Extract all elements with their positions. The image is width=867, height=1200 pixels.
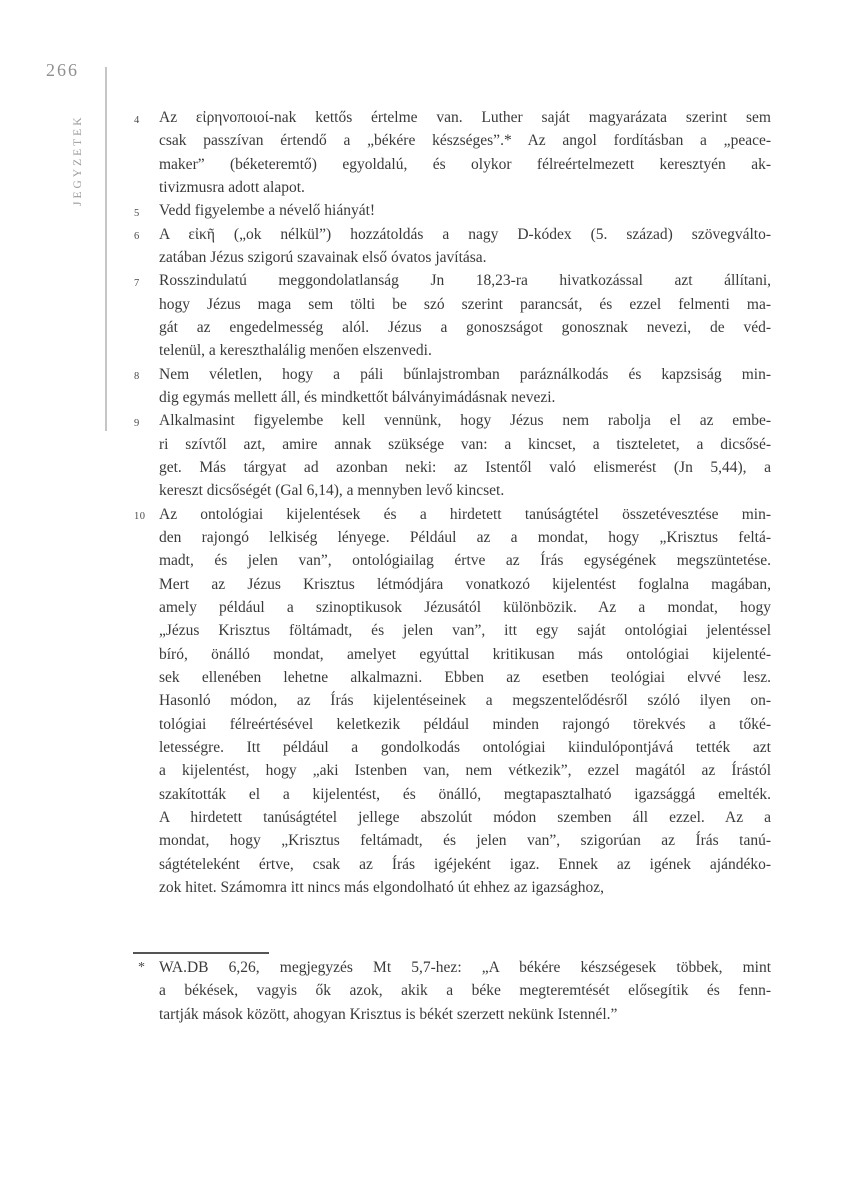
endnote-marker: 7 [134,277,140,289]
endnote-line: mondat, hogy „Krisztus feltámadt, és jelen van”, szigorúan az Írás tanú- [159,832,771,850]
endnote-line: szakították el a kijelentést, és önálló, megtapasztalható igazsággá emelték. [159,785,771,803]
endnote-line: den rajongó lelkiség lényege. Például az a mondat, hogy „Krisztus feltá- [159,528,771,546]
endnote-line: Mert az Jézus Krisztus létmódjára vonatkozó kijelentést foglalna magában, [159,575,771,593]
endnote-line: maker” (béketeremtő) egyoldalú, és olykor félreértelmezett keresztyén ak- [159,155,771,173]
endnote [134,223,771,270]
endnote-line: amely például a szinoptikusok Jézusától különbözik. Az a mondat, hogy [159,598,771,616]
endnote-marker: 6 [134,231,140,243]
margin-vertical-rule [105,67,107,431]
footnote-line: a békések, vagyis ők azok, akik a béke megteremtését elősegítik és fenn- [159,982,771,1000]
endnote-line: A εἰκῆ („ok nélkül”) hozzátoldás a nagy D-kódex (5. század) szövegválto- [159,225,771,243]
endnote-line: csak passzívan értendő a „békére készséges”.* Az angol fordításban a „peace- [159,132,771,150]
endnote-line: Hasonló módon, az Írás kijelentéseinek a megszentelődésről szóló ilyen on- [159,692,771,710]
endnote [134,106,771,199]
endnote-line: Rosszindulatú meggondolatlanság Jn 18,23-ra hivatkozással azt állítani, [159,272,771,290]
page-number: 266 [46,60,79,80]
endnote-line: Vedd figyelembe a névelő hiányát! [159,202,376,220]
endnote-line: ságtételeként értve, csak az Írás igéjeként igaz. Ennek az igének ajándéko- [159,855,771,873]
endnote [134,269,771,362]
endnote-line: Az ontológiai kijelentések és a hirdetett tanúságtétel összetévesztése min- [159,505,771,523]
endnote [134,503,771,900]
endnote [134,199,771,222]
endnote-line: kereszt dicsőségét (Gal 6,14), a mennyben levő kincset. [159,482,505,500]
endnote-marker: 8 [134,371,140,383]
endnote-marker: 5 [134,207,140,219]
endnote-line: „Jézus Krisztus föltámadt, és jelen van”, itt egy saját ontológiai jelentéssel [159,622,771,640]
endnotes [134,106,771,899]
endnote-marker: 10 [134,511,146,523]
endnote-line: tológiai félreértésével keletkezik például minden rajongó törekvés a tőké- [159,715,771,733]
endnote-line: letességre. Itt például a gondolkodás ontológiai kiindulópontjává tették azt [159,738,771,756]
endnote-line: zatában Jézus szigorú szavainak első óvatos javítása. [159,248,487,266]
endnote-line: zok hitet. Számomra itt nincs más elgondolható út ehhez az igazsághoz, [159,878,605,896]
endnote-marker: 9 [134,417,140,429]
endnote-line: sek ellenében lehetne alkalmazni. Ebben az esetben teológiai elvvé lesz. [159,668,771,686]
endnote-line: Az εἰρηνοποιοί-nak kettős értelme van. Luther saját magyarázata szerint sem [159,109,771,126]
chapter-margin-label: JEGYZETEK [72,114,84,206]
endnote-line: hogy Jézus maga sem tölti be szó szerint parancsát, és ezzel felmenti ma- [159,295,771,313]
endnote [134,409,771,502]
endnote-line: gát az engedelmesség alól. Jézus a gonoszságot gonosznak nevezi, de véd- [159,318,771,336]
endnote-line: Alkalmasint figyelembe kell vennünk, hogy Jézus nem rabolja el az embe- [159,412,771,430]
endnote-line: a kijelentést, hogy „aki Istenben van, nem vétkezik”, ezzel magától az Írástól [159,762,771,780]
footnote [138,956,771,1026]
footnote-line: WA.DB 6,26, megjegyzés Mt 5,7-hez: „A békére készségesek többek, mint [159,959,771,976]
endnote-line: Nem véletlen, hogy a páli bűnlajstromban paráználkodás és kapzsiság min- [159,365,771,383]
endnote-line: get. Más tárgyat ad azonban neki: az Istentől való elismerést (Jn 5,44), a [159,458,771,476]
endnote-line: ri szívtől azt, amire annak szüksége van: a kincset, a tiszteletet, a dicsősé- [159,435,771,453]
footnote-separator [133,952,269,954]
footnote-asterisk-marker: * [138,960,146,975]
endnote-line: madt, és jelen van”, ontológiailag értve az Írás egységének megszüntetése. [159,552,771,570]
footnote-line: tartják mások között, ahogyan Krisztus is békét szerzett nekünk Istennél.” [159,1005,618,1023]
endnote-line: dig egymás mellett áll, és mindkettőt bálványimádásnak nevezi. [159,388,556,406]
endnote-line: bíró, önálló mondat, amelyet egyúttal kritikusan más ontológiai kijelenté- [159,645,771,663]
endnote [134,363,771,410]
endnote-marker: 4 [134,114,140,126]
endnote-line: telenül, a kereszthalálig menően elszenvedi. [159,342,432,360]
endnote-line: A hirdetett tanúságtétel jellege abszolút módon szemben áll ezzel. Az a [159,808,771,826]
endnote-line: tivizmusra adott alapot. [159,178,305,196]
